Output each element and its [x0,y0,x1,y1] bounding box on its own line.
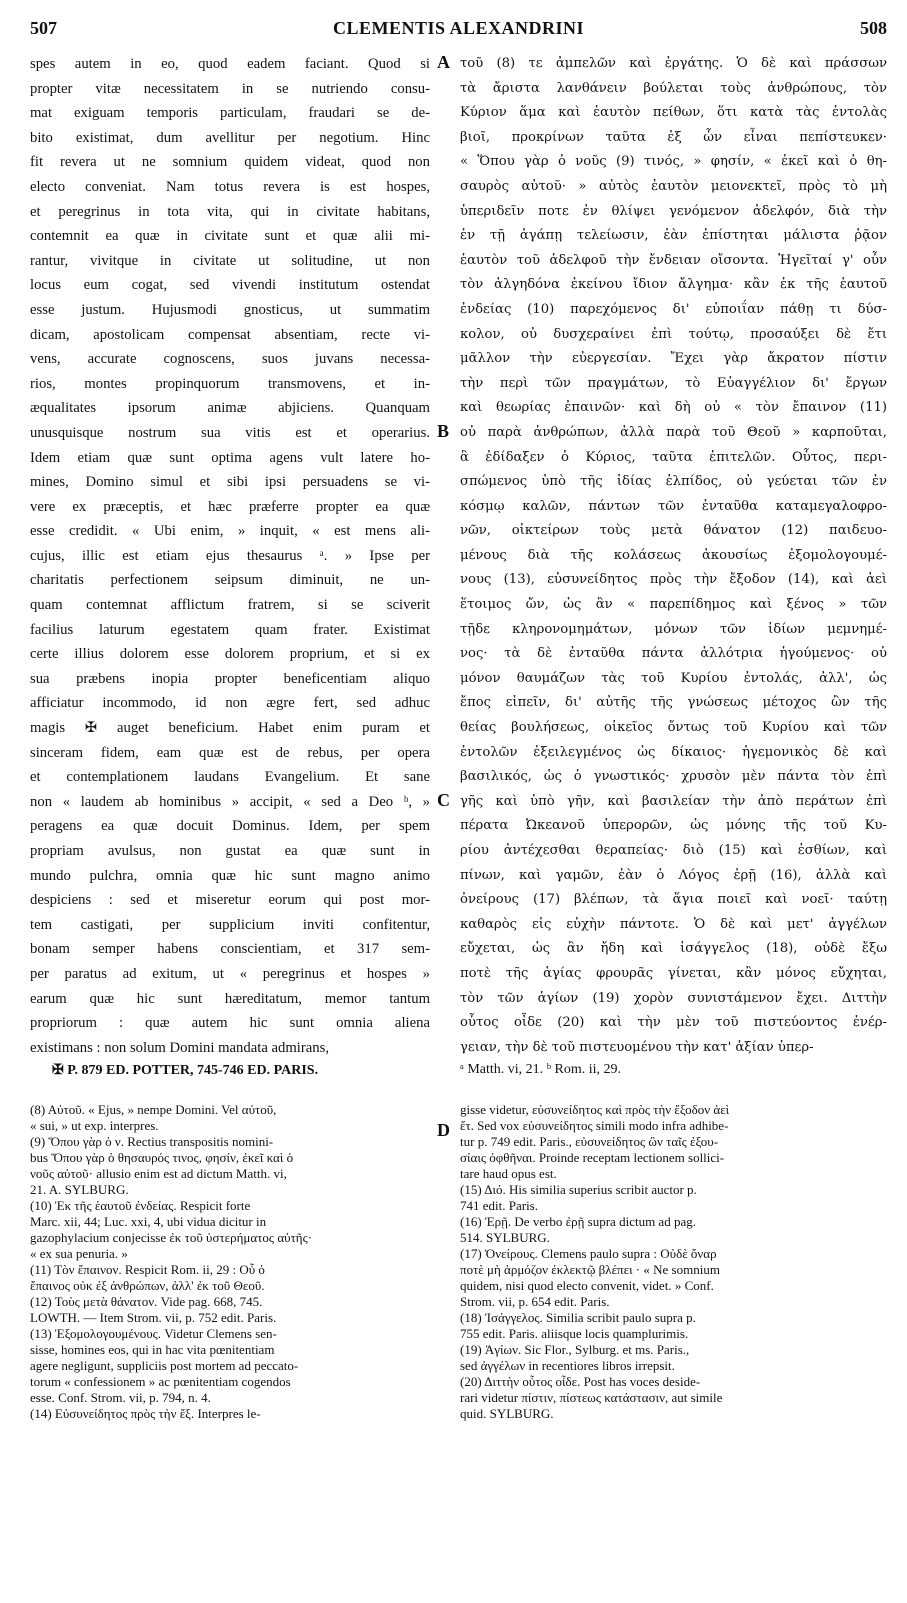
greek-text-line: ρίου ἀντέχεσθαι θεραπείας· διὸ (15) καὶ ἐσθίων, καὶ [460,843,887,858]
footnote-line: quid. SYLBURG. [460,1406,554,1421]
latin-text-line: cujus, illic est etiam ejus thesaurus ᵃ. » Ipse per [30,547,430,564]
footnote-line: σίαις ὀφθῆναι. Proinde receptam lectionem sollici- [460,1150,725,1165]
greek-text-line: τὸν τῶν ἁγίων (19) χορὸν συνιστάμενον ἔχει. Διττὴν [460,990,887,1006]
greek-text-line: πίνων, καὶ γαμῶν, ἐὰν ὁ Λόγος ἐρῇ (16), ἀλλὰ καὶ [460,867,887,883]
latin-text-line: fit revera ut ne somnium quidem videat, quod non [30,154,430,171]
greek-text-line: τὰ ἄριστα λανθάνειν βούλεται τοὺς ἀνθρώπους, τὸν [460,80,887,96]
greek-text-line: σαυρὸς αὐτοῦ· » αὐτὸς ἑαυτὸν μειονεκτεῖ, πρὸς τὸ μὴ [460,178,887,194]
greek-text-line: θείας βουλήσεως, οἰκεῖος ὄντως τοῦ Κυρίου καὶ τῶν [460,720,887,736]
latin-text-line: esse credidit. « Ubi enim, » inquit, « est mens ali- [30,523,430,540]
footnote-line: (12) Τοὺς μετὰ θάνατον. Vide pag. 668, 745. [30,1294,263,1309]
margin-marker-d: D [437,1120,450,1140]
footnote-line: (18) Ἰσάγγελος. Similia scribit paulo supra p. [460,1310,696,1325]
footnote-line: rari videtur πίστιν, πίστεως κατάστασιν, aut simile [460,1390,723,1405]
greek-text-line: τὸν ἀλγηδόνα ἐκείνου ἴδιον ἄλγημα· κἂν ἐκ τῆς ἑαυτοῦ [460,277,887,293]
latin-text-line: propriam avulsus, non gustat ea quæ sunt in [30,843,430,859]
footnote-line: 21. A. SYLBURG. [30,1182,129,1197]
latin-text-line: et peregrinus in tota vita, qui in civitate habitans, [30,203,430,220]
greek-text-line: μόνον θαυμάζων τὰς τοῦ Κυρίου ἐντολάς, ἀλλ', ὡς [460,670,887,686]
greek-text-line: ὑπεριδεῖν ποτε ἐν θλίψει γενόμενον ἀδελφόν, διὰ τὴν [460,203,887,219]
latin-text-line: Idem etiam quæ sunt optima agens vult latere ho- [30,449,430,466]
latin-text-line: mat exiguam temporis particulam, fraudari se de- [30,105,430,122]
greek-text-line: οὗτος οἶδε (20) καὶ τὴν μὲν τοῦ πιστεύοντος ἐνέρ- [460,1015,887,1031]
greek-text-line: νῶν, οἰκτείρων τοὺς μετὰ θάνατον (12) παιδευο- [460,523,887,539]
footnote-line: (8) Αὐτοῦ. « Ejus, » nempe Domini. Vel αὐτοῦ, [30,1102,277,1117]
footnote-line: sed ἀγγέλων in recentiores libros irrepsit. [460,1358,675,1373]
greek-text-line: νος· τὰ δὲ ἐνταῦθα πάντα ἀλλότρια ἡγούμενος· οὐ [460,646,887,662]
left-page-number: 507 [30,18,57,38]
footnote-line: 741 edit. Paris. [460,1198,538,1213]
latin-text-line: esse justum. Hujusmodi gnosticus, ut summatim [30,301,430,318]
footnote-line: (11) Τὸν ἔπαινον. Respicit Rom. ii, 29 : Οὗ ὁ [30,1262,265,1277]
greek-text-line: μᾶλλον τὴν εὐεργεσίαν. Ἔχει γὰρ ἄκρατον πίστιν [460,351,887,367]
footnote-line: (19) Ἁγίων. Sic Flor., Sylburg. et ms. Paris., [460,1342,690,1357]
footnote-line: (20) Διττὴν οὗτος οἶδε. Post has voces deside- [460,1374,701,1389]
footnote-line: ποτὲ μὴ ἁρμόζον ἐκλεκτῷ βλέπει · « Ne somnium [460,1262,720,1277]
footnote-line: ἕτ. Sed vox εὐσυνείδητος simili modo infra adhibe- [460,1118,729,1133]
greek-text-line: πέρατα Ὠκεανοῦ ὑπερορῶν, ὡς μόνης τῆς τοῦ Κυ- [460,818,887,834]
latin-text-line: non « laudem ab hominibus » accipit, « sed a Deo ᵇ, » [30,793,430,810]
latin-text-line: sua præbens inopia propter beneficentiam aliquo [30,670,430,687]
footnote-line: 755 edit. Paris. aliisque locis quamplurimis. [460,1326,689,1341]
greek-text-line: ποτὲ τῆς ἁγίας φρουρᾶς γίνεται, κἂν μόνος εὔχηται, [460,965,887,981]
greek-text-line: καὶ θεωρίας ἐπαινῶν· καὶ δὴ οὐ « τὸν ἔπαινον (11) [460,400,887,416]
footnote-line: « sui, » ut exp. interpres. [30,1118,159,1133]
footnote-line: Marc. xii, 44; Luc. xxi, 4, ubi vidua dicitur in [30,1214,267,1229]
footnote-line: quidem, nisi quod electo convenit, videt. » Conf. [460,1278,714,1293]
footnote-line: sisse, homines eos, qui in hac vita pœnitentiam [30,1342,275,1357]
latin-text-line: rios, montes propinquorum transmovens, et in- [30,375,430,392]
greek-text-line: βιοῖ, προκρίνων ταῦτα ἐξ ὧν εἶναι πεπίστευκεν· [460,129,887,145]
greek-text-line: « Ὅπου γὰρ ὁ νοῦς (9) τινός, » φησίν, « ἐκεῖ καὶ ὁ θη- [460,154,887,170]
running-header [30,18,887,44]
latin-text-line: vens, accurate cognoscens, suos juvans necessa- [30,351,430,368]
footnote-line: bus Ὅπου γὰρ ὁ θησαυρός τινος, φησίν, ἐκεῖ καὶ ὁ [30,1150,294,1165]
footnote-line: torum « confessionem » ac pœnitentiam cogendos [30,1374,291,1389]
greek-text-line: ἕτοιμος ὤν, ὡς ἂν « παρεπίδημος καὶ ξένος » τῶν [460,597,887,613]
footnote-line: agere negligunt, suppliciis post mortem ad peccato- [30,1358,299,1373]
latin-text-line: unusquisque nostrum sua vitis est et operarius. [30,424,430,441]
greek-text-line: ἃ ἐδίδαξεν ὁ Κύριος, ταῦτα ἐπιτελῶν. Οὗτος, περι- [460,449,887,465]
latin-text-line: facilius laturum egestatem quam frater. Existimat [30,621,430,638]
latin-text-line: mundo pulchra, omnia quæ hic sunt magno animo [30,867,430,884]
footnote-line: gisse videtur, εὐσυνείδητος καὶ πρὸς τὴν ἔξοδον ἀεὶ [460,1102,730,1117]
latin-text-line: tem castigati, per supplicium inviti confitentur, [30,916,430,933]
greek-text-line: γειαν, τὴν δὲ τοῦ πιστευομένου τὴν κατ' ἀξίαν ὑπερ- [460,1039,814,1055]
footnote-line: (9) Ὅπου γὰρ ὁ ν. Rectius transpositis nomini- [30,1134,274,1149]
greek-text-line: τὴν περὶ τῶν πραγμάτων, τὸ Εὐαγγέλιον δι' ἔργων [460,375,887,391]
greek-text-line: καθαρὸς εἰς εὐχὴν πάντοτε. Ὁ δὲ καὶ μετ' ἀγγέλων [460,916,887,932]
greek-text-line: ἐν τῇ ἀγάπῃ τελείωσιν, ἐὰν ἐπίστηται μάλιστα ῥᾷον [460,228,887,244]
latin-text-line: sinceram fidem, eam quæ est de rebus, per opera [30,744,430,761]
latin-text-line: charitatis perfectionem seipsum diminuit, ne un- [30,572,430,589]
latin-text-line: bito existimat, dum avellitur per negotium. Hinc [30,129,430,146]
footnotes-left [30,1102,435,1422]
footnote-line: ἔπαινος οὐκ ἐξ ἀνθρώπων, ἀλλ' ἐκ τοῦ Θεοῦ. [30,1278,265,1293]
latin-text-line: locus eum cogat, sed vivendi institutum ostendat [30,277,430,294]
greek-text-line: Κύριον ἅμα καὶ ἑαυτὸν πείθων, ὅτι κατὰ τὰς ἐντολὰς [460,105,887,121]
greek-text-line: οὐ παρὰ ἀνθρώπων, ἀλλὰ παρὰ τοῦ Θεοῦ » καρποῦται, [460,424,887,440]
greek-text-line: τοῦ (8) τε ἀμπελῶν καὶ ἐργάτης. Ὁ δὲ καὶ πράσσων [460,56,887,71]
latin-text-line: vere ex præceptis, et hæc præferre propter ea quæ [30,498,430,515]
footnote-line: (16) Ἐρῇ. De verbo ἐρῇ supra dictum ad pag. [460,1214,696,1229]
greek-text-line: κολον, οὐ δυσχεραίνει ἐπὶ τούτῳ, προσαύξει δὲ ἔτι [460,326,887,342]
latin-text-line: quam contemnat afflictum fratrem, si se sciverit [30,597,430,614]
footnote-line: « ex sua penuria. » [30,1246,128,1261]
latin-text-line: æqualitates ipsorum animæ abjiciens. Quanquam [30,400,430,417]
latin-text-line: afficiatur incommodo, id non ægre fert, sed adhuc [30,695,430,712]
footnote-line: (14) Εὐσυνείδητος πρὸς τὴν ἔξ. Interpres le- [30,1406,261,1421]
latin-text-line: dicam, apostolicam compensat absentiam, recte vi- [30,326,430,343]
footnote-line: (17) Ὀνείρους. Clemens paulo supra : Οὐδὲ ὄναρ [460,1246,717,1261]
greek-text-line: ἐντολῶν ἐξειλεγμένος ὡς δίκαιος· ἡγεμονικὸς δὲ καὶ [460,744,887,760]
latin-text-line: propter vitæ necessitatem in se nutriendo consu- [30,80,430,97]
latin-text-line: bonam semper habens conscientiam, et 317 sem- [30,941,430,958]
latin-text-line: propriorum : quæ autem hic sunt omnia aliena [30,1015,430,1032]
greek-text-line: εὔχεται, ὡς ἂν ἤδη καὶ ἰσάγγελος (18), οὐδὲ ἔξω [460,941,887,957]
greek-text-line: ὀνείρους (17) βλέπων, τὰ ἅγια ποιεῖ καὶ νοεῖ· ταύτῃ [460,892,887,908]
latin-text-line: magis ✠ auget beneficium. Habet enim puram et [30,720,430,737]
greek-text-line: ἐνδείας (10) παρεχόμενος δι' εὐποιΐαν πάθῃ τι δύσ- [460,301,887,317]
greek-text-line: ἔπος εἰπεῖν, δι' αὐτῆς τῆς γνώσεως μέτοχος ὢν τῆς [460,695,887,711]
greek-text-line: κόσμῳ καλῶν, πάντων τῶν ἐνταῦθα καταμεγαλοφρο- [460,498,887,514]
footnote-line: LOWTH. — Item Strom. vii, p. 752 edit. Paris. [30,1310,277,1325]
greek-text-line: σπώμενος ὑπὸ τῆς ἰδίας ἐλπίδος, οὐ γεύεται τῶν ἐν [460,474,887,490]
margin-marker-a: A [437,52,450,72]
greek-text-line: ἑαυτὸν τοῦ ἀδελφοῦ τὴν ἔνδειαν οἴσοντα. Ἡγεῖταί γ' οὖν [460,252,887,268]
footnote-line: 514. SYLBURG. [460,1230,550,1245]
footnote-line: (15) Διό. His similia superius scribit auctor p. [460,1182,697,1197]
greek-text-line: γῆς καὶ ὑπὸ γῆν, καὶ βασιλείαν τὴν ἀπὸ περάτων ἐπὶ [460,793,887,809]
margin-marker-c: C [437,790,450,810]
footnote-line: Strom. vii, p. 654 edit. Paris. [460,1294,610,1309]
footnote-line: tare haud opus est. [460,1166,557,1181]
greek-text-line: μένους διὰ τῆς κολάσεως ἀκουσίως ἐξομολογουμέ- [460,547,887,563]
greek-column [460,52,887,1060]
footnote-line: (13) Ἐξομολογουμένους. Videtur Clemens sen- [30,1326,277,1341]
scripture-references: ᵃ Matth. vi, 21. ᵇ Rom. ii, 29. [460,1062,621,1077]
footnote-line: gazophylacium conjecisse ἐκ τοῦ ὑστερήματος αὐτῆς· [30,1230,313,1245]
footnote-line: (10) Ἐκ τῆς ἑαυτοῦ ἐνδείας. Respicit forte [30,1198,251,1213]
latin-column [30,52,430,1060]
latin-text-line: et contemplationem laudans Evangelium. Et sane [30,769,430,786]
latin-text-line: certe illius dolorem esse dolorem proprium, et si ex [30,646,430,663]
latin-text-line: earum quæ hic sunt hæreditatum, memor tantum [30,990,430,1007]
latin-text-line: despiciens : sed et miseretur eorum qui post mor- [30,892,430,909]
latin-text-line: rantur, vivitque in civitate ut solitudine, ut non [30,252,430,269]
greek-text-line: νους (13), εὐσυνείδητος πρὸς τὴν ἔξοδον (14), καὶ ἀεὶ [460,572,887,588]
margin-marker-b: B [437,421,450,441]
latin-text-line: contemnit ea quæ in civitate sunt et quæ alii mi- [30,228,430,245]
latin-text-line: mines, Domino simul et sibi ipsi persuadens se vi- [30,474,430,491]
right-page-number: 508 [860,18,887,38]
footnote-line: esse. Conf. Strom. vii, p. 794, n. 4. [30,1390,211,1405]
footnotes-right [460,1102,887,1422]
greek-text-line: βασιλικός, ὡς ὁ γνωστικός· χρυσὸν μὲν πάντα τὸν ἐπὶ [460,769,887,785]
latin-text-line: spes autem in eo, quod eadem faciant. Quod si [30,56,430,72]
greek-text-line: τῇδε κληρονομημάτων, μόνων τῶν ἰδίων μεμνημέ- [460,621,887,637]
latin-text-line: existimans : non solum Domini mandata admirans, [30,1039,330,1056]
latin-text-line: per paratus ad exitum, ut « peregrinus et hospes » [30,965,430,982]
footnote-line: νοῦς αὐτοῦ· allusio enim est ad dictum Matth. vi, [30,1166,287,1181]
latin-text-line: electo conveniat. Nam totus revera is est hospes, [30,178,430,195]
latin-text-line: peragens ea quæ docuit Dominus. Idem, per spem [30,818,430,835]
footnote-line: tur p. 749 edit. Paris., εὐσυνείδητος ὢν ταῖς ἐξου- [460,1134,719,1149]
running-title: CLEMENTIS ALEXANDRINI [332,18,585,38]
edition-reference: ✠ P. 879 ED. POTTER, 745-746 ED. PARIS. [52,1063,319,1078]
